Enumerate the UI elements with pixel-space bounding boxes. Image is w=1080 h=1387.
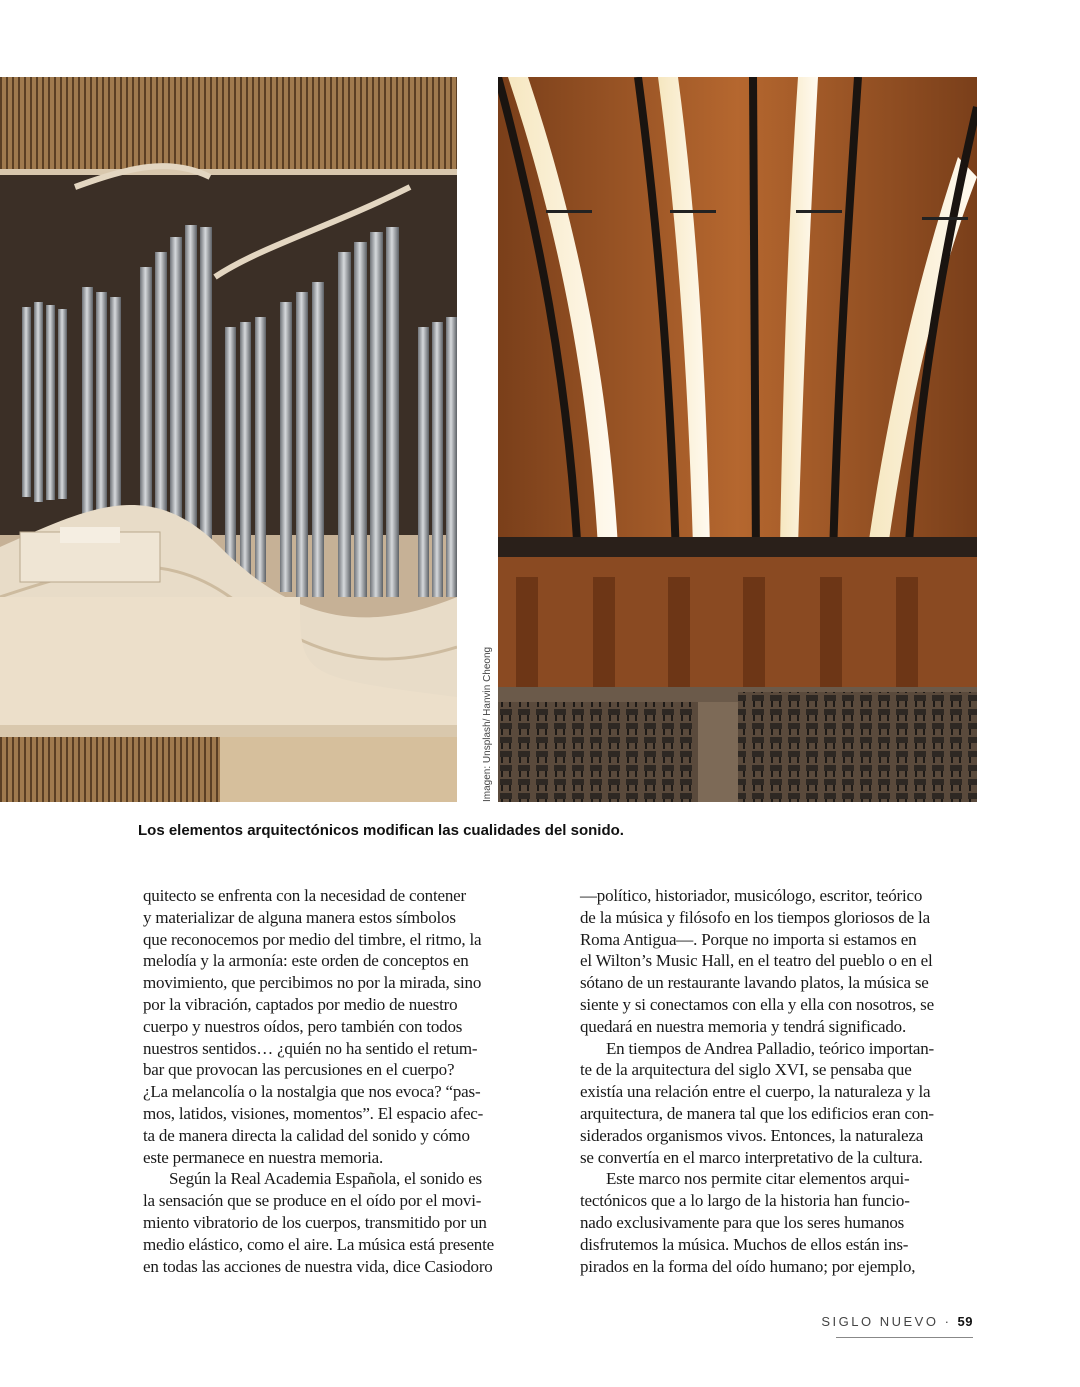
magazine-name: SIGLO NUEVO — [821, 1314, 939, 1329]
page-number: 59 — [957, 1314, 973, 1329]
body-line: te de la arquitectura del siglo XVI, se pensaba que — [580, 1060, 912, 1080]
body-line: nado exclusivamente para que los seres humanos — [580, 1212, 905, 1232]
body-line: Roma Antigua—. Porque no importa si estamos en — [580, 929, 917, 949]
body-line: por la vibración, captados por medio de nuestro — [143, 994, 458, 1014]
body-line: quedará en nuestra memoria y tendrá significado. — [580, 1016, 907, 1036]
body-line: —político, historiador, musicólogo, escritor, teórico — [580, 886, 923, 905]
text-column-left — [143, 885, 541, 1277]
body-line: medio elástico, como el aire. La música está presente — [143, 1234, 494, 1254]
body-line: el Wilton’s Music Hall, en el teatro del pueblo o en el — [580, 951, 933, 971]
body-line: cuerpo y nuestros oídos, pero también con todos — [143, 1016, 463, 1036]
body-line: de la música y filósofo en los tiempos gloriosos de la — [580, 907, 930, 927]
body-line: siderados organismos vivos. Entonces, la naturaleza — [580, 1125, 924, 1145]
body-line: miento vibratorio de los cuerpos, transmitido por un — [143, 1212, 487, 1232]
body-line: melodía y la armonía: este orden de conceptos en — [143, 951, 469, 971]
page-footer — [821, 1314, 973, 1329]
concert-hall-ceiling-photo — [498, 77, 977, 802]
body-line: que reconocemos por medio del timbre, el ritmo, la — [143, 929, 482, 949]
body-line: ¿La melancolía o la nostalgia que nos evoca? “pas- — [143, 1082, 481, 1102]
body-line: existía una relación entre el cuerpo, la naturaleza y la — [580, 1082, 931, 1102]
body-line: la sensación que se produce en el oído por el movi- — [143, 1191, 482, 1211]
footer-rule — [836, 1337, 973, 1338]
text-column-right — [580, 885, 978, 1277]
paragraph-start-line: Este marco nos permite citar elementos arqui- — [606, 1169, 910, 1189]
body-line: y materializar de alguna manera estos símbolos — [143, 907, 456, 927]
body-line: bar que provocan las percusiones en el cuerpo? — [143, 1060, 455, 1080]
body-line: disfrutemos la música. Muchos de ellos están ins- — [580, 1234, 909, 1254]
body-line: siente y si conectamos con ella y ella con nosotros, se — [580, 994, 934, 1014]
paragraph-start-line: En tiempos de Andrea Palladio, teórico importan- — [606, 1038, 934, 1058]
paragraph-start-line: Según la Real Academia Española, el sonido es — [169, 1169, 482, 1189]
photo-credit: Imagen: Unsplash/ Hanvin Cheong — [482, 646, 493, 802]
body-line: en todas las acciones de nuestra vida, dice Casiodoro — [143, 1256, 493, 1276]
body-line: ta de manera directa la calidad del sonido y cómo — [143, 1125, 470, 1145]
body-line: movimiento, que percibimos no por la mirada, sino — [143, 973, 482, 993]
body-line: sótano de un restaurante lavando platos, la música se — [580, 973, 929, 993]
body-line: pirados en la forma del oído humano; por ejemplo, — [580, 1256, 916, 1276]
footer-separator: · — [944, 1314, 952, 1329]
photo-caption: Los elementos arquitectónicos modifican las cualidades del sonido. — [138, 822, 624, 839]
body-line: mos, latidos, visiones, momentos”. El espacio afec- — [143, 1103, 484, 1123]
pipe-organ-photo — [0, 77, 457, 802]
body-line: quitecto se enfrenta con la necesidad de contener — [143, 886, 466, 905]
body-line: este permanece en nuestra memoria. — [143, 1147, 384, 1167]
body-line: se convertía en el marco interpretativo de la cultura. — [580, 1147, 923, 1167]
body-line: arquitectura, de manera tal que los edificios eran con- — [580, 1103, 934, 1123]
body-line: tectónicos que a lo largo de la historia han funcio- — [580, 1191, 910, 1211]
body-line: nuestros sentidos… ¿quién no ha sentido el retum- — [143, 1038, 478, 1058]
